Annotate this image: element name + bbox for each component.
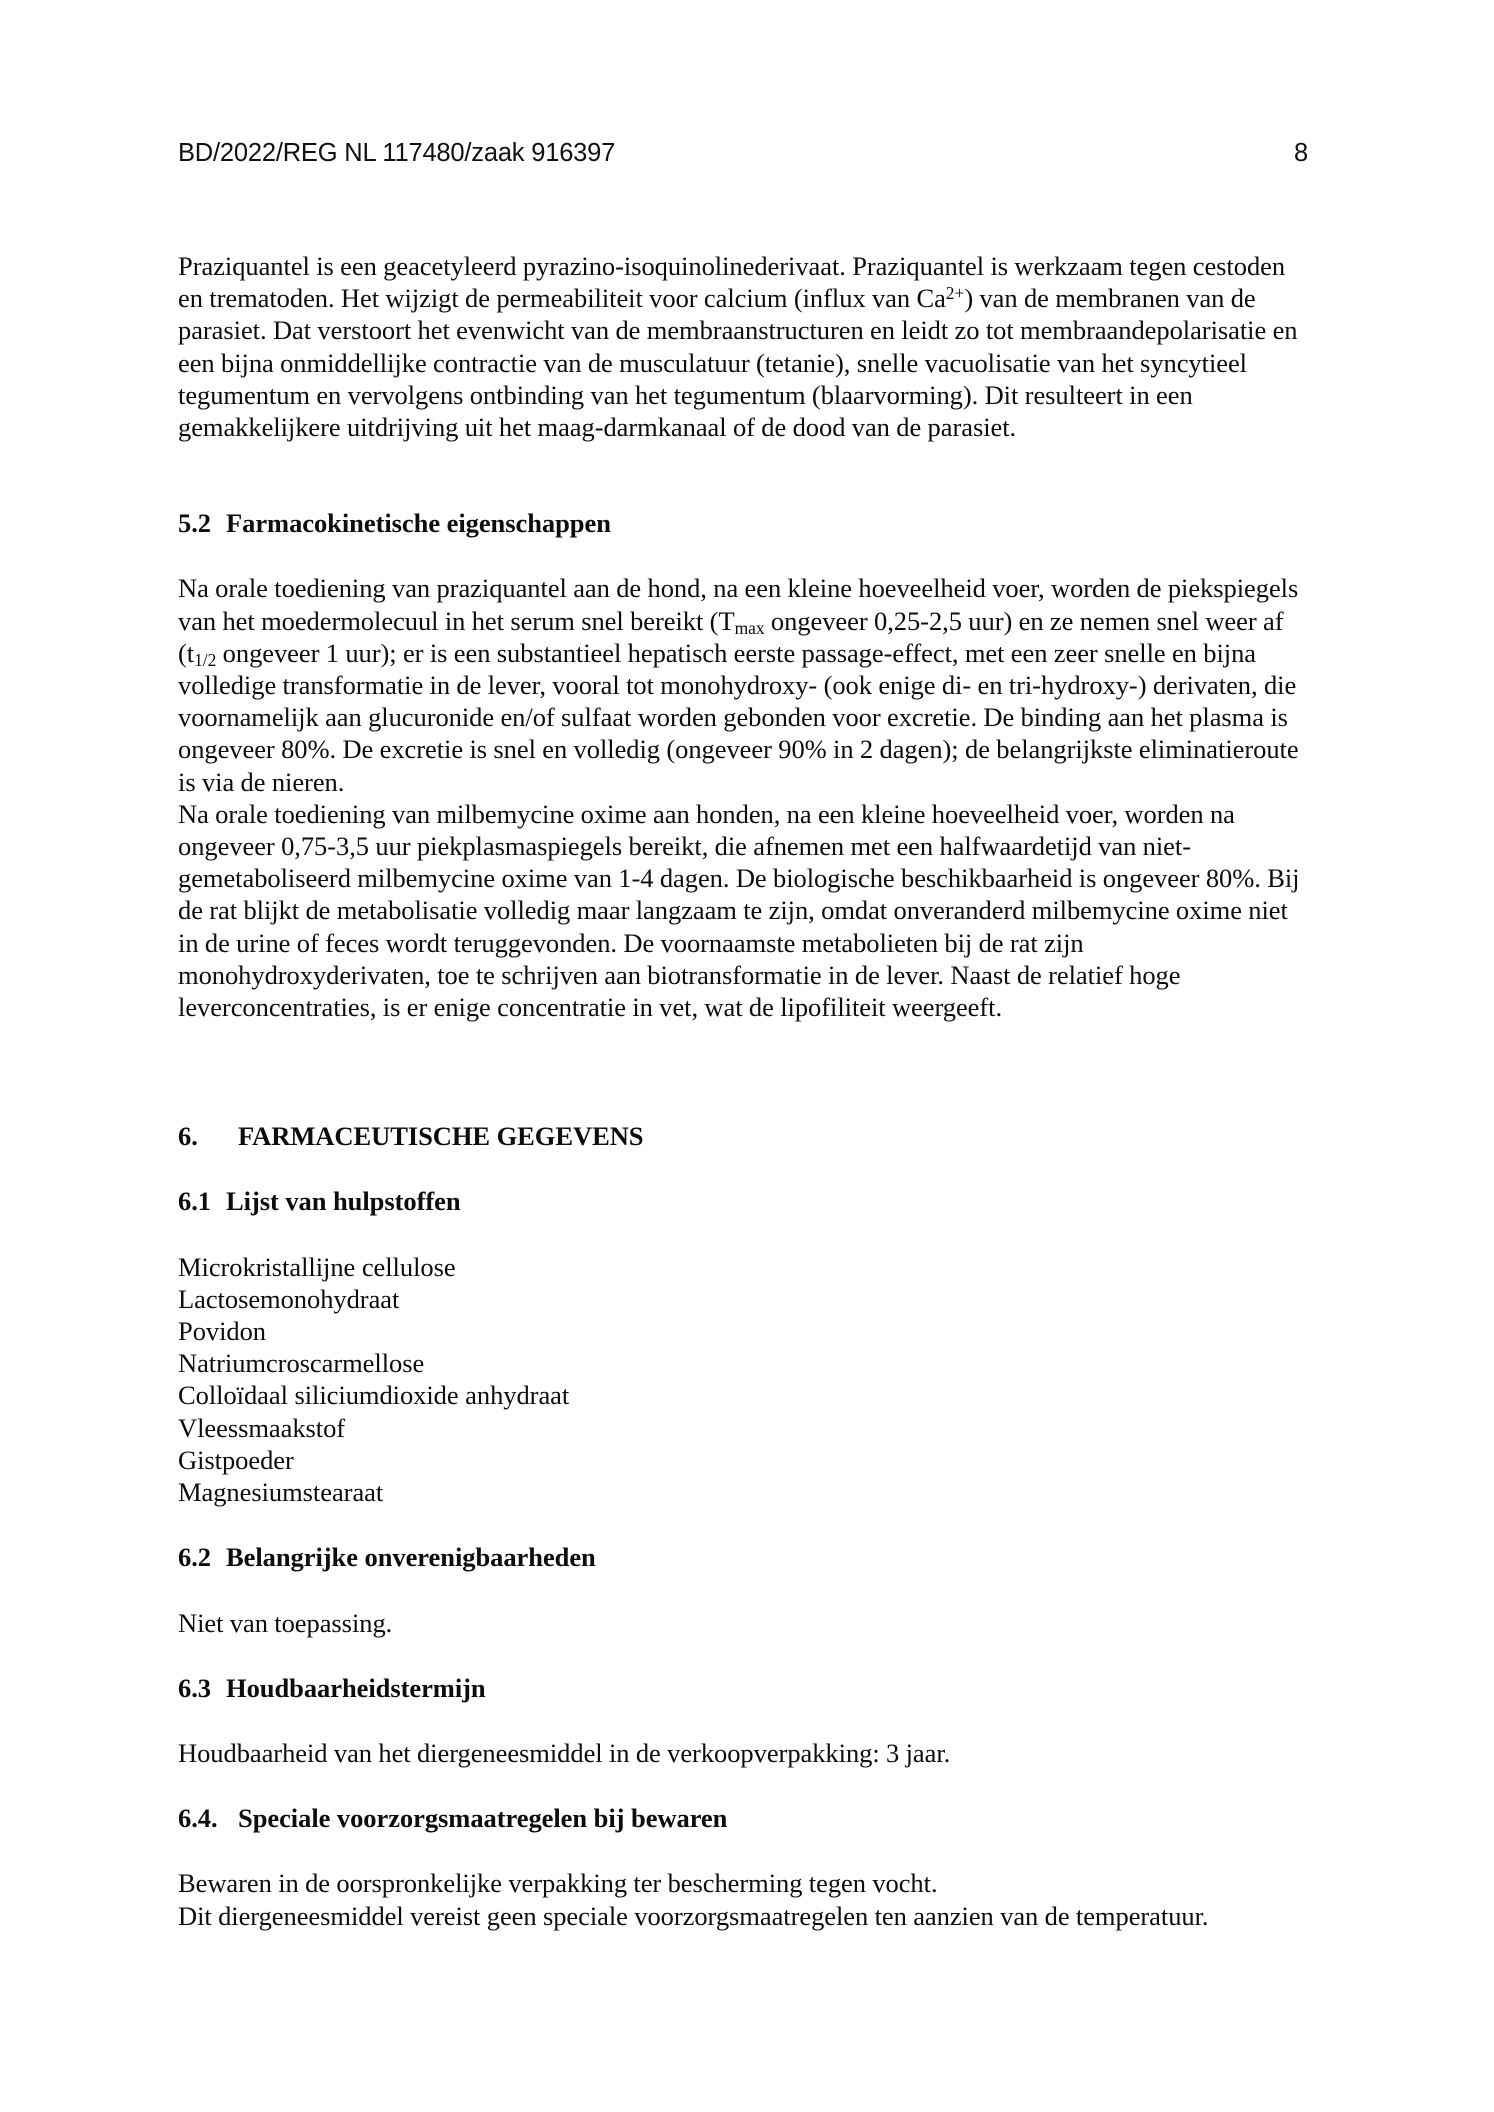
- paragraph-6-2-text: Niet van toepassing.: [178, 1607, 393, 1638]
- heading-6-number: 6.: [178, 1121, 198, 1152]
- paragraph-praziquantel-pk-part2: ongeveer 0,25-2,5 uur) en ze nemen snel weer af (t: [178, 605, 1284, 668]
- paragraph-6-3-text: Houdbaarheid van het diergeneesmiddel in de verkoopverpakking: 3 jaar.: [178, 1737, 951, 1768]
- tmax-subscript: max: [734, 617, 765, 638]
- heading-6: [178, 1120, 1310, 1152]
- list-item: Magnesiumstearaat: [178, 1477, 384, 1508]
- paragraph-praziquantel-mechanism-part1: Praziquantel is een geacetyleerd pyrazino-isoquinolinederivaat. Praziquantel is werkzaam tegen cestoden en trematoden. Het wijzigt de permeabiliteit voor calcium (influx van Ca: [178, 251, 1286, 314]
- list-item: Microkristallijne cellulose: [178, 1251, 456, 1282]
- heading-6-1: [178, 1185, 1310, 1217]
- thalf-subscript: 1/2: [194, 650, 217, 671]
- heading-6-4: [178, 1802, 1310, 1834]
- heading-6-4-number: 6.4.: [178, 1803, 218, 1834]
- heading-6-3-number: 6.3: [178, 1672, 211, 1703]
- paragraph-milbemycine-pk: Na orale toediening van milbemycine oxime aan honden, na een kleine hoeveelheid voer, worden na ongeveer 0,75-3,5 uur piekplasmaspiegels bereikt, die afnemen met een halfwaardetijd van niet-gemetaboliseerd milbemycine oxime van 1-4 dagen. De biologische beschikbaarheid is ongeveer 80%. Bij de rat blijkt de metabolisatie volledig maar langzaam te zijn, omdat onveranderd milbemycine oxime niet in de urine of feces wordt teruggevonden. De voornaamste metabolieten bij de rat zijn monohydroxyderivaten, toe te schrijven aan biotransformatie in de lever. Naast de relatief hoge leverconcentraties, is er enige concentratie in vet, wat de lipofiliteit weergeeft.: [178, 798, 1300, 1023]
- heading-5-2: [178, 507, 1310, 539]
- page-content: [178, 250, 1310, 1932]
- heading-6-title: FARMACEUTISCHE GEGEVENS: [238, 1121, 644, 1152]
- paragraph-6-4-line2: Dit diergeneesmiddel vereist geen speciale voorzorgsmaatregelen ten aanzien van de temperatuur.: [178, 1900, 1209, 1931]
- list-item: Gistpoeder: [178, 1444, 294, 1475]
- heading-5-2-title: Farmacokinetische eigenschappen: [226, 508, 611, 539]
- heading-6-4-title: Speciale voorzorgsmaatregelen bij bewaren: [238, 1803, 728, 1834]
- paragraph-praziquantel-mechanism: [178, 250, 1310, 443]
- heading-6-1-title: Lijst van hulpstoffen: [226, 1186, 461, 1217]
- paragraph-praziquantel-pk-part1: Na orale toediening van praziquantel aan de hond, na een kleine hoeveelheid voer, worden de piekspiegels van het moedermolecuul in het serum snel bereikt (T: [178, 573, 1299, 636]
- excipients-list: [178, 1251, 1310, 1509]
- list-item: Natriumcroscarmellose: [178, 1348, 425, 1379]
- paragraph-6-4-line1: Bewaren in de oorspronkelijke verpakking ter bescherming tegen vocht.: [178, 1868, 938, 1899]
- heading-6-2: [178, 1541, 1310, 1573]
- header-reference: BD/2022/REG NL 117480/zaak 916397: [178, 139, 616, 167]
- heading-5-2-number: 5.2: [178, 508, 211, 539]
- page-number: 8: [1294, 139, 1308, 167]
- heading-6-2-title: Belangrijke onverenigbaarheden: [226, 1542, 596, 1573]
- list-item: Lactosemonohydraat: [178, 1283, 400, 1314]
- heading-6-1-number: 6.1: [178, 1186, 211, 1217]
- heading-6-3-title: Houdbaarheidstermijn: [226, 1672, 486, 1703]
- list-item: Colloïdaal siliciumdioxide anhydraat: [178, 1380, 570, 1411]
- paragraph-praziquantel-pk-part3: ongeveer 1 uur); er is een substantieel hepatisch eerste passage-effect, met een zeer snelle en bijna volledige transformatie in de lever, vooral tot monohydroxy- (ook enige di- en tri-hydroxy-) derivaten, die voornamelijk aan glucuronide en/of sulfaat worden gebonden voor excretie. De binding aan het plasma is ongeveer 80%. De excretie is snel en volledig (ongeveer 90% in 2 dagen); de belangrijkste eliminatieroute is via de nieren.: [178, 637, 1299, 797]
- heading-6-2-number: 6.2: [178, 1542, 211, 1573]
- calcium-ion-charge-superscript: 2+: [945, 283, 965, 304]
- list-item: Povidon: [178, 1316, 267, 1347]
- page-header: [178, 139, 1308, 168]
- paragraph-praziquantel-pk: [178, 572, 1310, 797]
- heading-6-3: [178, 1672, 1310, 1704]
- paragraph-praziquantel-mechanism-part2: ) van de membranen van de parasiet. Dat verstoort het evenwicht van de membraanstructuren en leidt zo tot membraandepolarisatie en een bijna onmiddellijke contractie van de musculatuur (tetanie), snelle vacuolisatie van het syncytieel tegumentum en vervolgens ontbinding van het tegumentum (blaarvorming). Dit resulteert in een gemakkelijkere uitdrijving uit het maag-darmkanaal of de dood van de parasiet.: [178, 283, 1298, 443]
- list-item: Vleessmaakstof: [178, 1412, 346, 1443]
